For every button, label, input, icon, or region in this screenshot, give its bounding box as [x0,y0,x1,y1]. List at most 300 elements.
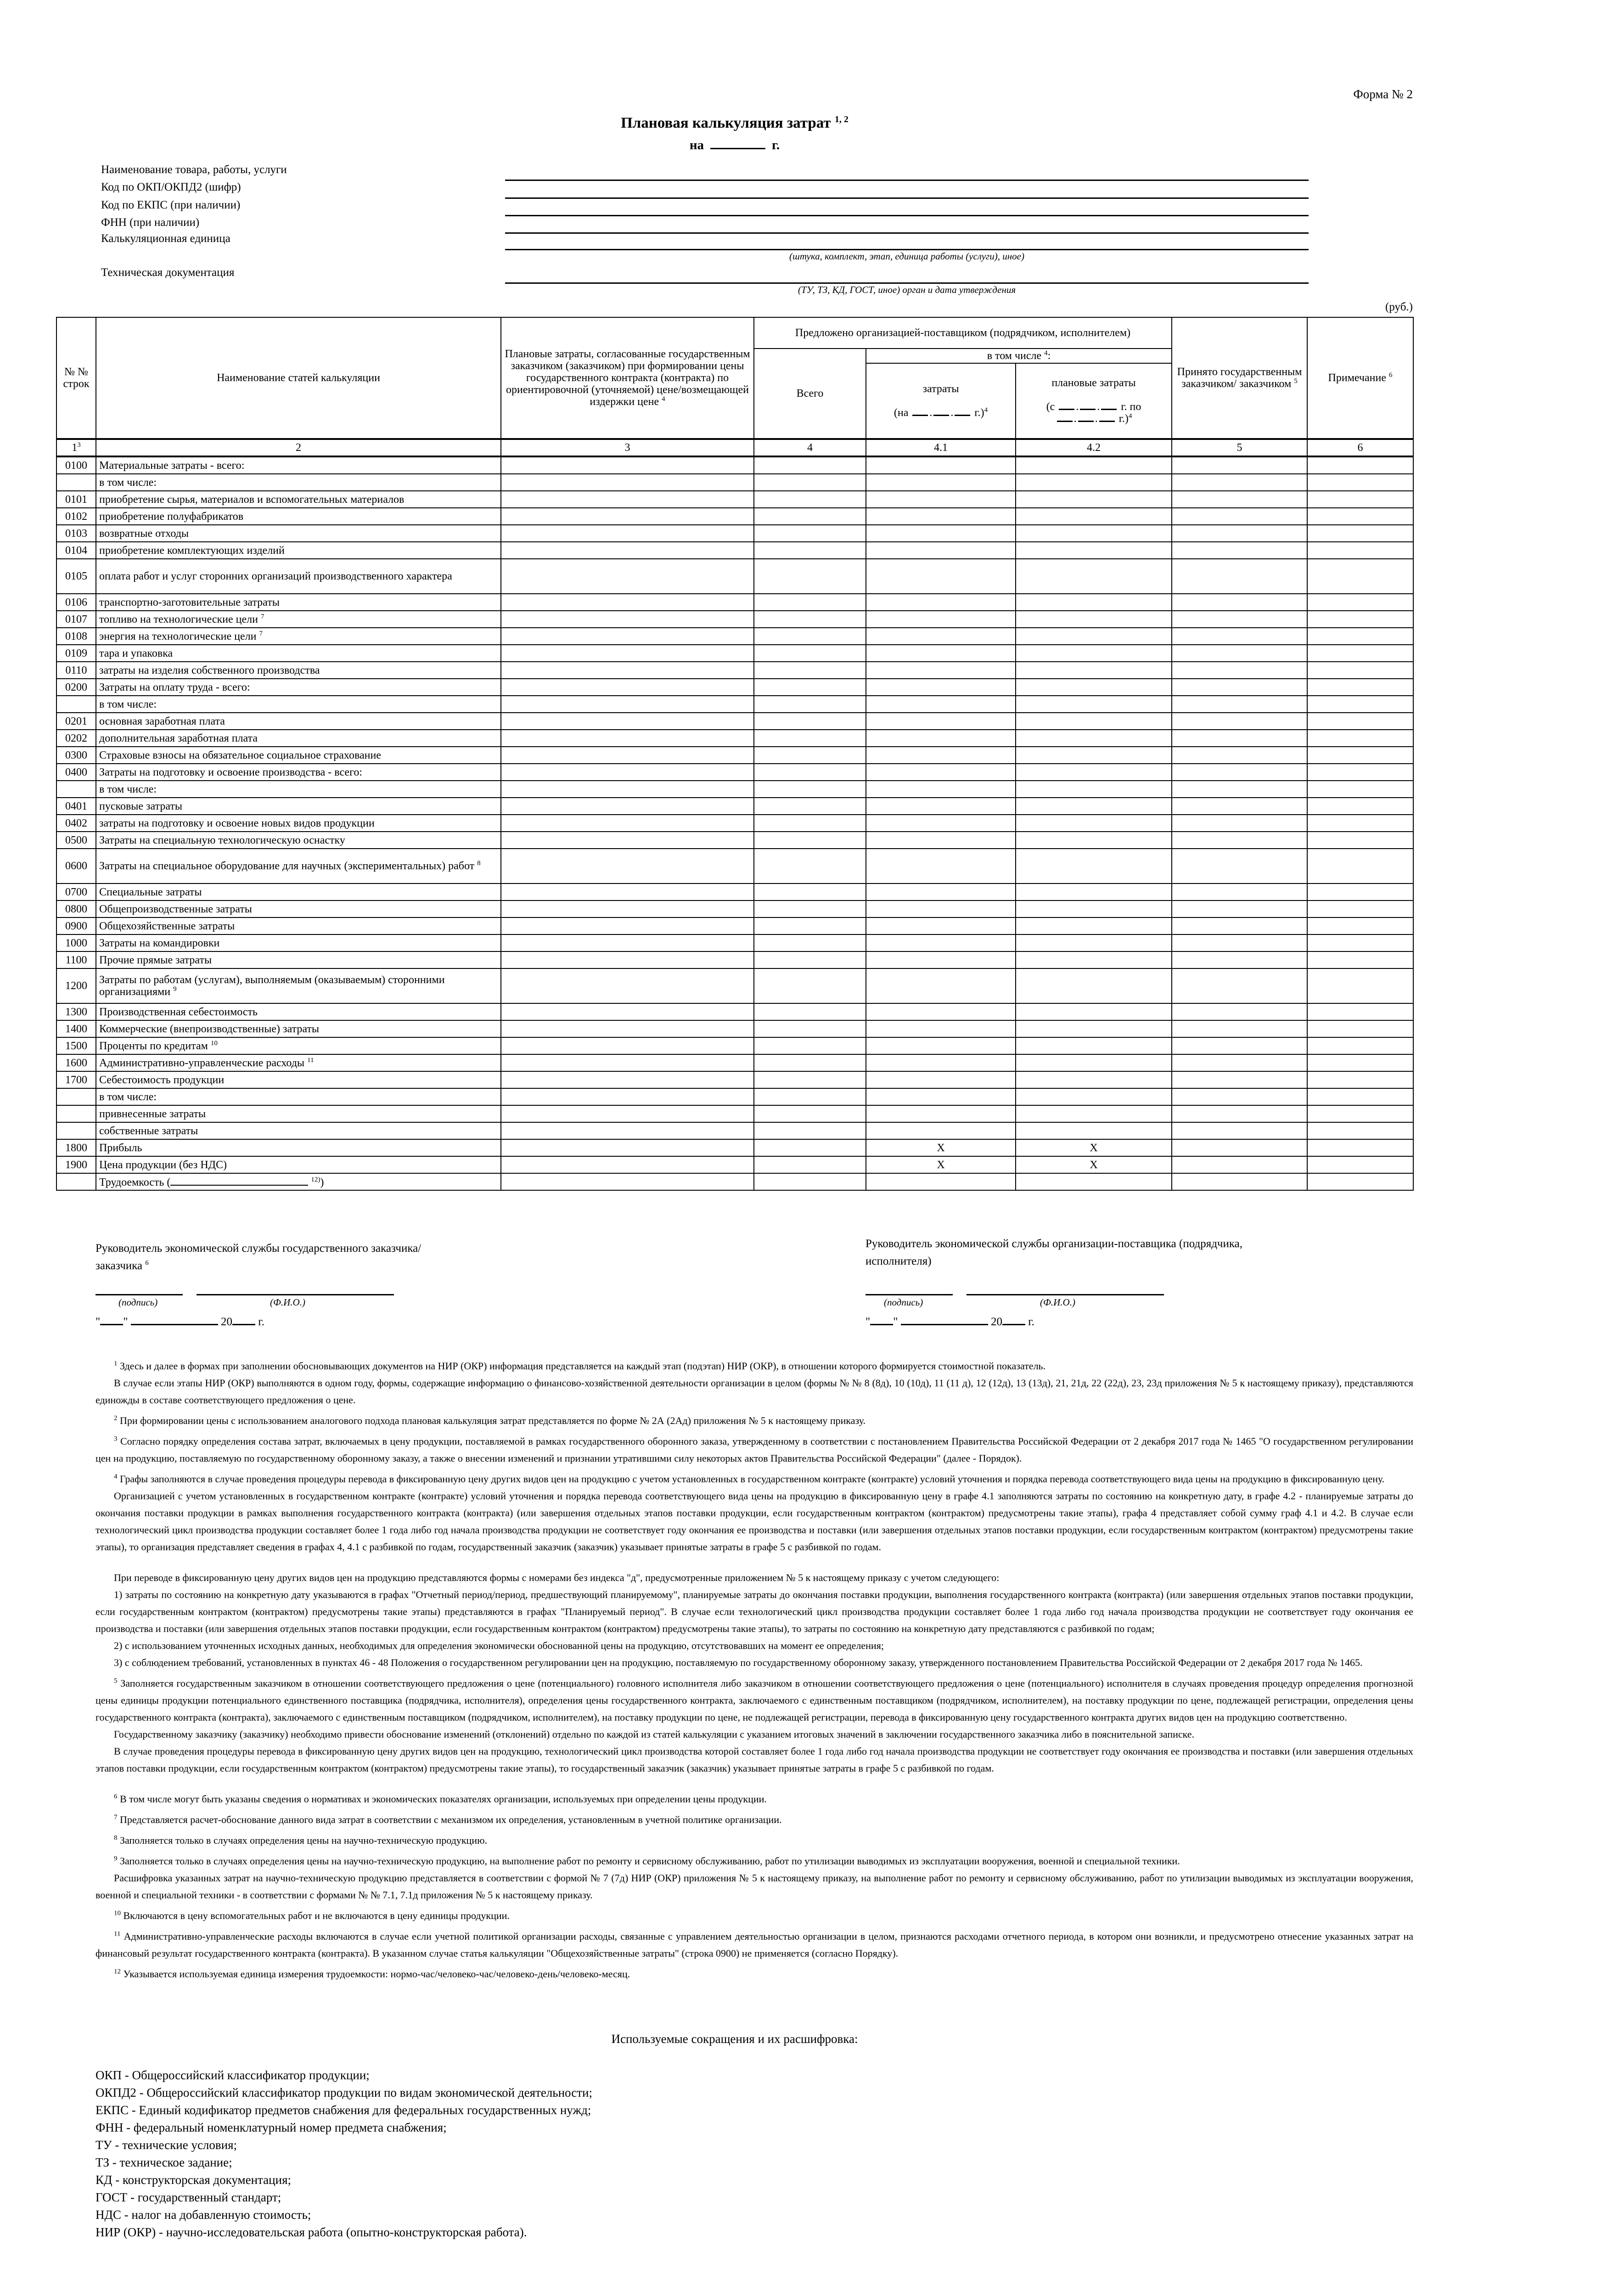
value-note[interactable] [1307,491,1413,508]
table-row [56,1003,1413,1020]
value-planned-costs[interactable] [1016,1003,1172,1020]
value-note[interactable] [1307,1173,1413,1190]
period-year-blank[interactable] [710,148,765,149]
value-total[interactable] [754,559,866,594]
value-costs-to-date[interactable] [866,628,1016,645]
value-total[interactable] [754,474,866,491]
value-note[interactable] [1307,474,1413,491]
customer-signature-field[interactable] [96,1294,183,1295]
value-costs-to-date[interactable] [866,559,1016,594]
value-costs-to-date[interactable] [866,542,1016,559]
value-accepted[interactable] [1172,917,1307,934]
value-note[interactable] [1307,1105,1413,1122]
customer-name-field[interactable] [197,1294,394,1295]
value-planned[interactable] [501,968,754,1003]
value-planned[interactable] [501,474,754,491]
value-costs-to-date[interactable] [866,1088,1016,1105]
year-field[interactable] [232,1324,255,1325]
row-code: 0110 [56,662,96,679]
footnote [96,1675,1413,1726]
value-planned[interactable] [501,696,754,713]
value-planned[interactable] [501,559,754,594]
value-planned[interactable] [501,917,754,934]
value-total[interactable] [754,1003,866,1020]
value-note[interactable] [1307,456,1413,474]
value-accepted[interactable] [1172,696,1307,713]
value-planned-costs[interactable] [1016,815,1172,832]
value-planned-costs[interactable] [1016,1020,1172,1037]
value-planned[interactable] [501,849,754,884]
month-field[interactable] [131,1324,218,1325]
value-planned[interactable] [501,679,754,696]
table-row [56,747,1413,764]
value-planned[interactable] [501,1156,754,1173]
value-total[interactable] [754,628,866,645]
value-accepted[interactable] [1172,1173,1307,1190]
value-total[interactable] [754,1088,866,1105]
value-total[interactable] [754,679,866,696]
value-total[interactable] [754,491,866,508]
value-planned[interactable] [501,491,754,508]
value-planned[interactable] [501,1020,754,1037]
value-total[interactable] [754,849,866,884]
value-costs-to-date[interactable] [866,747,1016,764]
value-planned[interactable] [501,645,754,662]
value-accepted[interactable] [1172,1156,1307,1173]
value-planned-costs[interactable] [1016,764,1172,781]
value-planned[interactable] [501,713,754,730]
value-planned[interactable] [501,542,754,559]
value-costs-to-date[interactable] [866,679,1016,696]
value-note[interactable] [1307,542,1413,559]
footnote-text: Государственному заказчику (заказчику) необходимо привести обоснование изменений (отклонений) отдельно по каждой из статей калькуляции с указанием итоговых значений в заключении государственного заказчика либо в пояснительной записке. [114,1728,1195,1740]
value-planned[interactable] [501,951,754,968]
value-total[interactable] [754,951,866,968]
value-accepted[interactable] [1172,559,1307,594]
value-total[interactable] [754,1020,866,1037]
labor-unit-field[interactable] [170,1176,308,1186]
value-accepted[interactable] [1172,474,1307,491]
field-line-ekps-code[interactable] [505,215,1309,216]
value-planned[interactable] [501,900,754,917]
value-planned-costs[interactable] [1016,679,1172,696]
value-planned[interactable] [501,1037,754,1054]
value-accepted[interactable] [1172,508,1307,525]
value-accepted[interactable] [1172,1054,1307,1071]
value-total[interactable] [754,594,866,611]
value-planned[interactable] [501,662,754,679]
value-accepted[interactable] [1172,934,1307,951]
value-planned-costs[interactable] [1016,594,1172,611]
value-note[interactable] [1307,662,1413,679]
value-note[interactable] [1307,1156,1413,1173]
value-planned-costs[interactable] [1016,1122,1172,1139]
value-total[interactable] [754,1071,866,1088]
value-accepted[interactable] [1172,747,1307,764]
value-costs-to-date[interactable] [866,764,1016,781]
value-accepted[interactable] [1172,832,1307,849]
value-planned-costs[interactable] [1016,1173,1172,1190]
footnote-paragraph [96,1743,1413,1777]
value-costs-to-date[interactable] [866,1003,1016,1020]
value-planned-costs[interactable] [1016,542,1172,559]
value-note[interactable] [1307,832,1413,849]
value-note[interactable] [1307,1054,1413,1071]
value-planned-costs[interactable] [1016,798,1172,815]
value-planned-costs[interactable] [1016,934,1172,951]
supplier-name-field[interactable] [967,1294,1164,1295]
value-planned[interactable] [501,730,754,747]
value-note[interactable] [1307,849,1413,884]
date-blank[interactable] [1059,409,1074,410]
value-costs-to-date[interactable] [866,832,1016,849]
value-planned[interactable] [501,815,754,832]
value-planned-costs[interactable] [1016,474,1172,491]
value-accepted[interactable] [1172,713,1307,730]
date-blank[interactable] [1057,421,1073,422]
value-planned-costs[interactable] [1016,1071,1172,1088]
day-field[interactable] [100,1324,123,1325]
row-label [96,968,501,1003]
value-planned-costs[interactable] [1016,713,1172,730]
value-total[interactable] [754,1139,866,1156]
value-planned[interactable] [501,832,754,849]
date-blank[interactable] [933,415,949,416]
value-planned[interactable] [501,508,754,525]
value-accepted[interactable] [1172,662,1307,679]
value-note[interactable] [1307,917,1413,934]
value-planned[interactable] [501,747,754,764]
field-line-okp-code[interactable] [505,197,1309,199]
value-planned-costs[interactable] [1016,951,1172,968]
value-note[interactable] [1307,1003,1413,1020]
value-accepted[interactable] [1172,679,1307,696]
day-field[interactable] [870,1324,893,1325]
value-total[interactable] [754,542,866,559]
value-planned-costs[interactable] [1016,849,1172,884]
row-label-text: оплата работ и услуг сторонних организаций производственного характера [99,570,452,582]
value-note[interactable] [1307,798,1413,815]
value-total[interactable] [754,764,866,781]
value-note[interactable] [1307,747,1413,764]
value-note[interactable] [1307,1037,1413,1054]
value-total[interactable] [754,832,866,849]
value-planned[interactable] [501,525,754,542]
value-planned[interactable] [501,764,754,781]
value-note[interactable] [1307,1020,1413,1037]
value-total[interactable] [754,645,866,662]
value-accepted[interactable] [1172,1105,1307,1122]
value-costs-to-date[interactable] [866,917,1016,934]
value-planned-costs[interactable] [1016,456,1172,474]
value-accepted[interactable] [1172,730,1307,747]
value-total[interactable] [754,815,866,832]
row-label-text: возвратные отходы [99,527,189,540]
row-code: 0800 [56,900,96,917]
month-field[interactable] [901,1324,988,1325]
column-number: 6 [1307,439,1413,456]
row-label-text: привнесенные затраты [99,1108,206,1120]
value-planned[interactable] [501,611,754,628]
value-note[interactable] [1307,1071,1413,1088]
value-note[interactable] [1307,1122,1413,1139]
footnote-text: Заполняется только в случаях определения цены на научно-техническую продукцию, на выполнение работ по ремонту и сервисному обслуживанию, работ по утилизации выводимых из эксплуатации вооружения, военной и специальной техники. [120,1855,1180,1867]
signature-caption: (подпись) [118,1297,158,1308]
value-note[interactable] [1307,934,1413,951]
value-note[interactable] [1307,645,1413,662]
value-accepted[interactable] [1172,491,1307,508]
value-accepted[interactable] [1172,1071,1307,1088]
value-planned[interactable] [501,594,754,611]
value-costs-to-date: X [866,1139,1016,1156]
value-accepted[interactable] [1172,594,1307,611]
value-accepted[interactable] [1172,1122,1307,1139]
row-code [56,1122,96,1139]
value-accepted[interactable] [1172,849,1307,884]
field-line-product-name[interactable] [505,180,1309,181]
value-total[interactable] [754,900,866,917]
value-costs-to-date[interactable] [866,662,1016,679]
date-blank[interactable] [1080,409,1096,410]
value-accepted[interactable] [1172,456,1307,474]
value-total[interactable] [754,934,866,951]
footnote-mark: 6 [145,1259,149,1267]
value-planned-costs[interactable] [1016,696,1172,713]
value-costs-to-date[interactable] [866,900,1016,917]
value-planned-costs[interactable] [1016,781,1172,798]
value-costs-to-date[interactable] [866,1020,1016,1037]
footnote-mark: 4 [662,395,665,403]
value-accepted[interactable] [1172,781,1307,798]
value-costs-to-date[interactable] [866,968,1016,1003]
value-total[interactable] [754,525,866,542]
field-line-calc-unit[interactable] [505,249,1309,250]
value-costs-to-date[interactable] [866,611,1016,628]
value-costs-to-date[interactable] [866,474,1016,491]
value-planned-costs[interactable] [1016,559,1172,594]
value-costs-to-date[interactable] [866,456,1016,474]
value-costs-to-date[interactable] [866,594,1016,611]
value-planned-costs[interactable] [1016,730,1172,747]
value-costs-to-date[interactable] [866,1173,1016,1190]
value-planned[interactable] [501,628,754,645]
value-costs-to-date[interactable] [866,525,1016,542]
footnote-text: Здесь и далее в формах при заполнении обосновывающих документов на НИР (ОКР) информация представляется на каждый этап (подэтап) НИР (ОКР), в отношении которого формируется стоимостной показатель. [120,1360,1046,1372]
value-note[interactable] [1307,559,1413,594]
value-planned[interactable] [501,456,754,474]
value-planned-costs[interactable] [1016,611,1172,628]
value-accepted[interactable] [1172,1037,1307,1054]
value-total[interactable] [754,696,866,713]
value-total[interactable] [754,508,866,525]
value-planned[interactable] [501,1071,754,1088]
value-note[interactable] [1307,730,1413,747]
value-note[interactable] [1307,781,1413,798]
value-note[interactable] [1307,696,1413,713]
table-row [56,934,1413,951]
value-planned[interactable] [501,1088,754,1105]
value-note[interactable] [1307,1139,1413,1156]
footnote [96,1928,1413,1962]
value-total[interactable] [754,1156,866,1173]
footnote-mark: 2 [114,1414,118,1422]
row-label-text: собственные затраты [99,1125,198,1137]
value-costs-to-date[interactable] [866,696,1016,713]
value-planned-costs[interactable] [1016,1054,1172,1071]
value-planned[interactable] [501,1173,754,1190]
value-total[interactable] [754,1105,866,1122]
value-planned-costs[interactable] [1016,884,1172,900]
value-note[interactable] [1307,1088,1413,1105]
date-blank[interactable] [1078,421,1094,422]
value-note[interactable] [1307,968,1413,1003]
row-label-text: Затраты на подготовку и освоение производства - всего: [99,766,362,778]
value-planned-costs[interactable] [1016,525,1172,542]
value-accepted[interactable] [1172,1088,1307,1105]
field-line-tech-docs[interactable] [505,282,1309,284]
value-planned-costs[interactable] [1016,491,1172,508]
value-planned[interactable] [501,798,754,815]
value-planned-costs[interactable] [1016,1105,1172,1122]
value-accepted[interactable] [1172,951,1307,968]
value-planned-costs[interactable] [1016,900,1172,917]
value-costs-to-date[interactable] [866,934,1016,951]
column-number: 4.1 [866,439,1016,456]
value-costs-to-date[interactable] [866,491,1016,508]
value-planned[interactable] [501,1054,754,1071]
value-note[interactable] [1307,594,1413,611]
value-accepted[interactable] [1172,815,1307,832]
footnote-mark: 6 [1389,371,1393,379]
row-label [96,1054,501,1071]
value-accepted[interactable] [1172,542,1307,559]
date-blank[interactable] [1099,421,1115,422]
value-planned-costs[interactable] [1016,917,1172,934]
value-total[interactable] [754,1054,866,1071]
value-note[interactable] [1307,764,1413,781]
value-total[interactable] [754,1173,866,1190]
value-note[interactable] [1307,525,1413,542]
value-total[interactable] [754,611,866,628]
value-planned-costs[interactable] [1016,1037,1172,1054]
row-label [96,1122,501,1139]
value-total[interactable] [754,917,866,934]
value-total[interactable] [754,1037,866,1054]
value-costs-to-date[interactable] [866,730,1016,747]
value-costs-to-date[interactable] [866,798,1016,815]
value-total[interactable] [754,747,866,764]
value-costs-to-date[interactable] [866,951,1016,968]
value-total[interactable] [754,798,866,815]
date-blank[interactable] [912,415,928,416]
value-total[interactable] [754,884,866,900]
value-costs-to-date[interactable] [866,1054,1016,1071]
value-costs-to-date[interactable] [866,849,1016,884]
value-note[interactable] [1307,951,1413,968]
value-planned-costs[interactable] [1016,747,1172,764]
value-costs-to-date[interactable] [866,1122,1016,1139]
date-blank[interactable] [1101,409,1117,410]
value-note[interactable] [1307,628,1413,645]
value-total[interactable] [754,730,866,747]
value-accepted[interactable] [1172,968,1307,1003]
field-line-fnn[interactable] [505,232,1309,234]
value-planned[interactable] [501,781,754,798]
value-planned[interactable] [501,1139,754,1156]
value-planned[interactable] [501,1003,754,1020]
value-note[interactable] [1307,611,1413,628]
value-planned-costs: X [1016,1139,1172,1156]
value-costs-to-date[interactable] [866,815,1016,832]
value-planned-costs[interactable] [1016,645,1172,662]
date-blank[interactable] [955,415,970,416]
value-planned-costs[interactable] [1016,968,1172,1003]
value-total[interactable] [754,662,866,679]
value-total[interactable] [754,1122,866,1139]
value-total[interactable] [754,968,866,1003]
value-accepted[interactable] [1172,1020,1307,1037]
value-costs-to-date[interactable] [866,1105,1016,1122]
row-code: 0200 [56,679,96,696]
value-planned[interactable] [501,1105,754,1122]
value-note[interactable] [1307,508,1413,525]
row-label-text: Общепроизводственные затраты [99,903,252,915]
value-accepted[interactable] [1172,628,1307,645]
year-field[interactable] [1002,1324,1025,1325]
value-total[interactable] [754,713,866,730]
value-accepted[interactable] [1172,884,1307,900]
supplier-signature-field[interactable] [866,1294,953,1295]
row-code: 0700 [56,884,96,900]
value-total[interactable] [754,781,866,798]
value-costs-to-date[interactable] [866,508,1016,525]
value-accepted[interactable] [1172,764,1307,781]
value-note[interactable] [1307,679,1413,696]
value-planned[interactable] [501,934,754,951]
value-note[interactable] [1307,713,1413,730]
row-code: 0108 [56,628,96,645]
value-costs-to-date[interactable] [866,884,1016,900]
value-planned-costs[interactable] [1016,662,1172,679]
value-accepted[interactable] [1172,611,1307,628]
value-accepted[interactable] [1172,1003,1307,1020]
value-planned[interactable] [501,884,754,900]
value-accepted[interactable] [1172,900,1307,917]
value-accepted[interactable] [1172,798,1307,815]
value-total[interactable] [754,456,866,474]
value-note[interactable] [1307,884,1413,900]
value-note[interactable] [1307,900,1413,917]
row-label-text: в том числе: [99,783,157,795]
row-label [96,1139,501,1156]
value-costs-to-date[interactable] [866,645,1016,662]
value-accepted[interactable] [1172,1139,1307,1156]
value-costs-to-date[interactable] [866,1037,1016,1054]
value-planned-costs[interactable] [1016,832,1172,849]
row-label [96,1156,501,1173]
value-planned[interactable] [501,1122,754,1139]
value-note[interactable] [1307,815,1413,832]
value-planned-costs[interactable] [1016,628,1172,645]
value-costs-to-date[interactable] [866,781,1016,798]
value-costs-to-date[interactable] [866,713,1016,730]
value-planned-costs[interactable] [1016,508,1172,525]
value-accepted[interactable] [1172,645,1307,662]
value-planned-costs[interactable] [1016,1088,1172,1105]
value-accepted[interactable] [1172,525,1307,542]
header-including: в том числе $^4$: [866,349,1172,363]
value-costs-to-date[interactable] [866,1071,1016,1088]
